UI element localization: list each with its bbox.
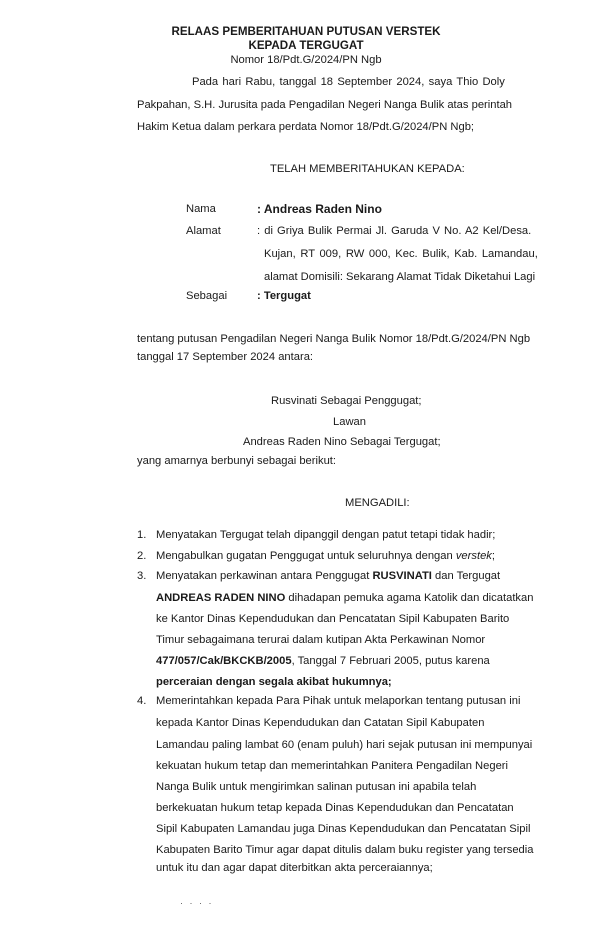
item-3-line-6: perceraian dengan segala akibat hukumnya; bbox=[156, 676, 392, 688]
item-3-line-1 bbox=[156, 570, 500, 582]
item-3-l1-pre: Menyatakan perkawinan antara Penggugat bbox=[156, 570, 373, 582]
address-line-3: alamat Domisili: Sekarang Alamat Tidak Diketahui Lagi bbox=[264, 271, 536, 283]
item-3-plaintiff-name: RUSVINATI bbox=[372, 570, 432, 582]
item-2-text-main: Mengabulkan gugatan Penggugat untuk seluruhnya dengan bbox=[156, 550, 456, 562]
plaintiff-line: Rusvinati Sebagai Penggugat; bbox=[271, 395, 422, 407]
item-4-line-3: Lamandau paling lambat 60 (enam puluh) hari sejak putusan ini mempunyai bbox=[156, 739, 533, 751]
item-2-verstek: verstek bbox=[455, 550, 492, 562]
item-3-l5-post: , Tanggal 7 Februari 2005, putus karena bbox=[291, 655, 490, 667]
verdict-intro: yang amarnya berbunyi sebagai berikut: bbox=[137, 455, 337, 467]
defendant-line: Andreas Raden Nino Sebagai Tergugat; bbox=[243, 436, 441, 448]
item-4-line-2: kepada Kantor Dinas Kependudukan dan Catatan Sipil Kabupaten bbox=[156, 717, 485, 729]
notice-heading: TELAH MEMBERITAHUKAN KEPADA: bbox=[270, 163, 465, 175]
item-4-line-8: Kabupaten Barito Timur agar dapat ditulis dalam buku register yang tersedia bbox=[156, 844, 534, 856]
intro-line-3: Hakim Ketua dalam perkara perdata Nomor 18/Pdt.G/2024/PN Ngb; bbox=[137, 121, 475, 133]
item-3-defendant-name: ANDREAS RADEN NINO bbox=[156, 592, 286, 604]
intro-line-1: Pada hari Rabu, tanggal 18 September 2024, saya Thio Doly bbox=[192, 76, 505, 88]
name-value: : Andreas Raden Nino bbox=[257, 202, 382, 216]
item-4-line-7: Sipil Kabupaten Lamandau juga Dinas Kependudukan dan Pencatatan Sipil bbox=[156, 823, 531, 835]
item-number: 3. bbox=[137, 570, 147, 582]
item-2-text bbox=[156, 550, 495, 562]
item-number: 1. bbox=[137, 529, 147, 541]
document-title: RELAAS PEMBERITAHUAN PUTUSAN VERSTEK bbox=[171, 25, 441, 38]
item-number: 4. bbox=[137, 695, 147, 707]
item-3-line-2 bbox=[156, 592, 533, 604]
role-label: Sebagai bbox=[186, 290, 228, 302]
regarding-line-2: tanggal 17 September 2024 antara: bbox=[137, 351, 314, 363]
item-3-l1-post: dan Tergugat bbox=[431, 570, 501, 582]
item-4-line-6: berkekuatan hukum tetap kepada Dinas Kependudukan dan Pencatatan bbox=[156, 802, 514, 814]
document-subtitle: KEPADA TERGUGAT bbox=[248, 39, 364, 52]
item-3-line-5 bbox=[156, 655, 490, 667]
item-4-line-9: untuk itu dan agar dapat diterbitkan akta perceraiannya; bbox=[156, 862, 433, 874]
verdict-heading: MENGADILI: bbox=[345, 497, 410, 509]
item-4-line-4: kekuatan hukum tetap dan memerintahkan Panitera Pengadilan Negeri bbox=[156, 760, 509, 772]
case-number: Nomor 18/Pdt.G/2024/PN Ngb bbox=[230, 54, 382, 66]
address-line-1: : di Griya Bulik Permai Jl. Garuda V No. A2 Kel/Desa. bbox=[257, 225, 532, 237]
role-value: : Tergugat bbox=[257, 290, 311, 302]
intro-line-2: Pakpahan, S.H. Jurusita pada Pengadilan Negeri Nanga Bulik atas perintah bbox=[137, 99, 513, 111]
item-number: 2. bbox=[137, 550, 147, 562]
item-2-semicolon: ; bbox=[491, 550, 495, 562]
item-3-l2-post: dihadapan pemuka agama Katolik dan dicatatkan bbox=[285, 592, 534, 604]
item-4-line-5: Nanga Bulik untuk mengirimkan salinan putusan ini apabila telah bbox=[156, 781, 477, 793]
versus-line: Lawan bbox=[333, 416, 366, 428]
item-3-line-4: Timur sebagaimana terurai dalam kutipan Akta Perkawinan Nomor bbox=[156, 634, 486, 646]
item-4-line-1: Memerintahkan kepada Para Pihak untuk melaporkan tentang putusan ini bbox=[156, 695, 521, 707]
address-label: Alamat bbox=[186, 225, 221, 237]
regarding-line-1: tentang putusan Pengadilan Negeri Nanga Bulik Nomor 18/Pdt.G/2024/PN Ngb bbox=[137, 333, 531, 345]
item-3-line-3: ke Kantor Dinas Kependudukan dan Pencatatan Sipil Kabupaten Barito bbox=[156, 613, 510, 625]
item-1-text: Menyatakan Tergugat telah dipanggil dengan patut tetapi tidak hadir; bbox=[156, 529, 496, 541]
address-line-2: Kujan, RT 009, RW 000, Kec. Bulik, Kab. Lamandau, bbox=[264, 248, 538, 260]
footer-fragment: · · · · bbox=[180, 898, 214, 908]
item-3-deed-number: 477/057/Cak/BKCKB/2005 bbox=[156, 655, 292, 667]
name-label: Nama bbox=[186, 203, 216, 215]
